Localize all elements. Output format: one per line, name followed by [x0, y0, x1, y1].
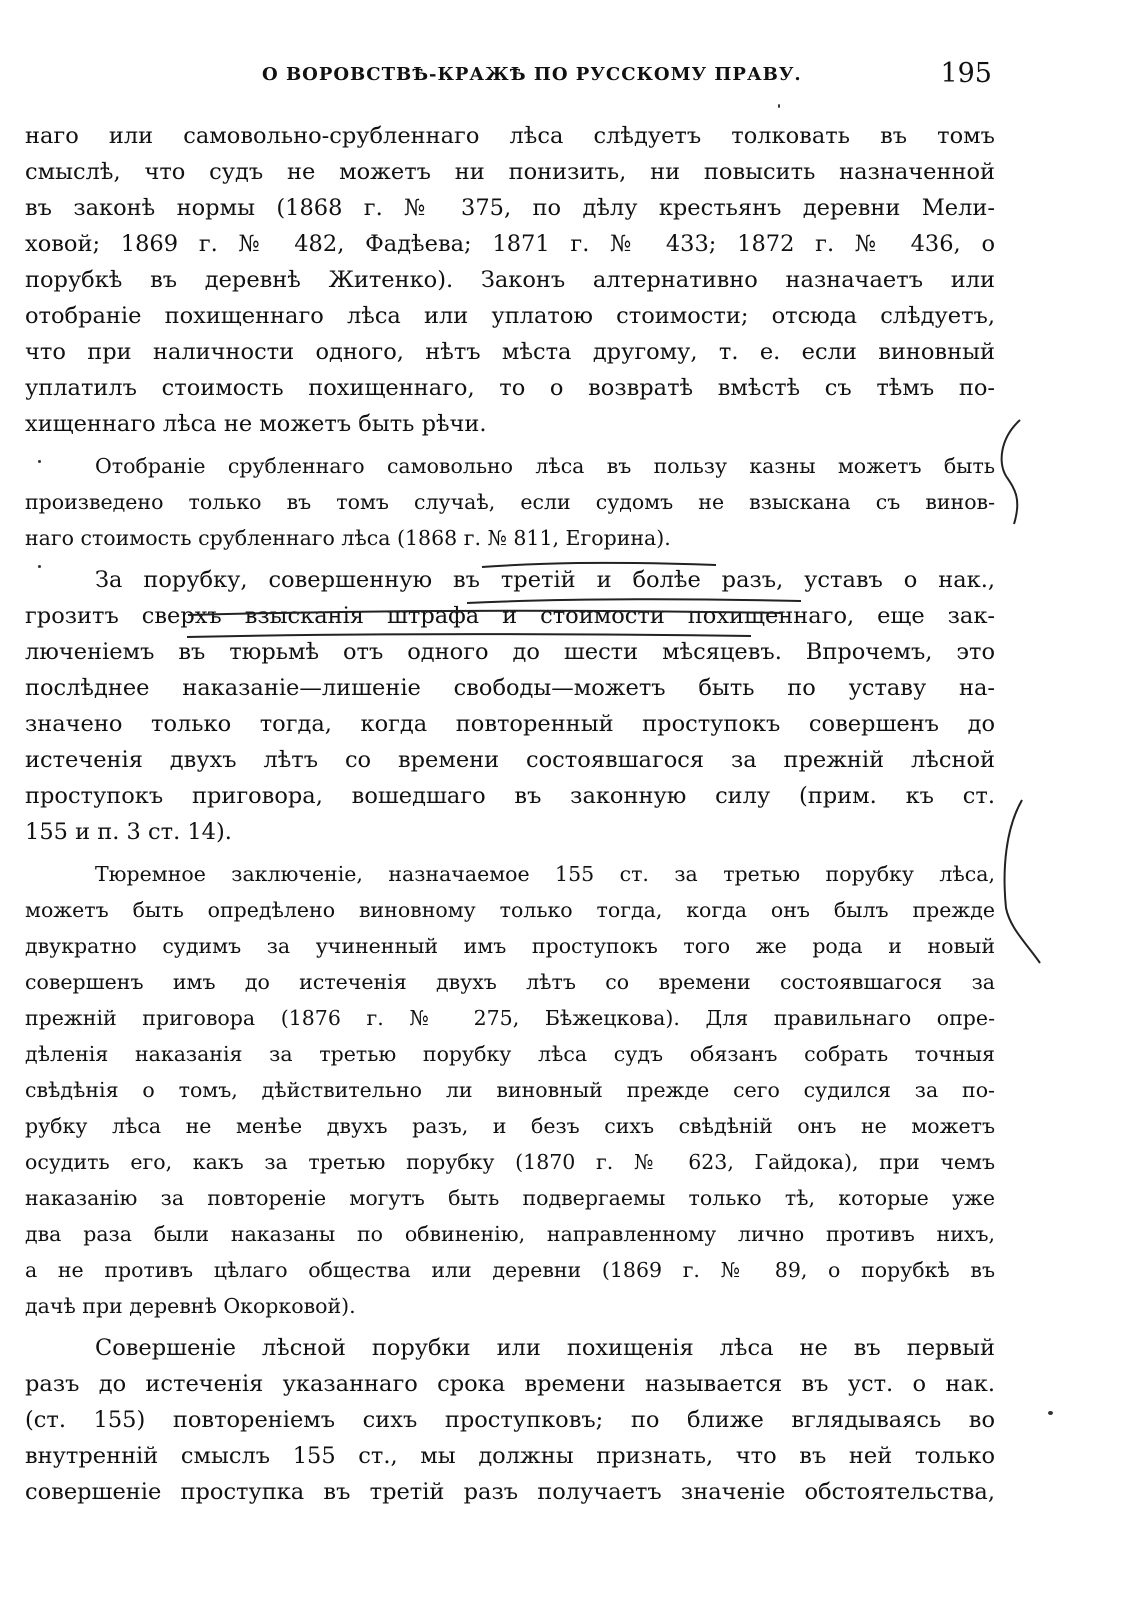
scan-speck [1048, 1411, 1053, 1415]
text-line: смыслѣ, что судъ не можетъ ни понизить, ни повысить назначенной [25, 159, 995, 185]
text-line: грозитъ сверхъ взысканія штрафа и стоимости похищеннаго, еще зак- [25, 603, 995, 629]
text-line: двукратно судимъ за учиненный имъ проступокъ того же рода и новый [25, 934, 995, 958]
paragraph-5 [25, 1330, 995, 1510]
text-line: рубку лѣса не менѣе двухъ разъ, и безъ сихъ свѣдѣній онъ не можетъ [25, 1114, 995, 1138]
text-line: а не противъ цѣлаго общества или деревни (1869 г. № 89, о порубкѣ въ [25, 1258, 995, 1282]
text-line: Тюремное заключеніе, назначаемое 155 ст. за третью порубку лѣса, [95, 862, 995, 886]
text-line: 155 и п. 3 ст. 14). [25, 819, 232, 845]
text-line: отобраніе похищеннаго лѣса или уплатою стоимости; отсюда слѣдуетъ, [25, 303, 995, 329]
paragraph-1 [25, 118, 995, 442]
margin-bracket [992, 418, 1032, 528]
paragraph-2 [25, 448, 995, 556]
body-text [25, 118, 995, 1510]
text-line: наказанію за повтореніе могутъ быть подвергаемы только тѣ, которые уже [25, 1186, 995, 1210]
text-line: послѣднее наказаніе—лишеніе свободы—можетъ быть по уставу на- [25, 675, 995, 701]
text-line: произведено только въ томъ случаѣ, если судомъ не взыскана съ винов- [25, 490, 995, 514]
text-line: дѣленія наказанія за третью порубку лѣса судъ обязанъ собрать точныя [25, 1042, 995, 1066]
text-line: разъ до истеченія указаннаго срока времени называется въ уст. о нак. [25, 1371, 995, 1397]
text-line: наго или самовольно-срубленнаго лѣса слѣдуетъ толковать въ томъ [25, 123, 995, 149]
text-line: два раза были наказаны по обвиненію, направленному лично противъ нихъ, [25, 1222, 995, 1246]
text-line: значено только тогда, когда повторенный проступокъ совершенъ до [25, 711, 995, 737]
page-header [0, 58, 1140, 98]
text-line: въ законѣ нормы (1868 г. № 375, по дѣлу крестьянъ деревни Мели- [25, 195, 995, 221]
paragraph-3 [25, 562, 995, 850]
scan-speck [778, 104, 780, 108]
text-line: осудить его, какъ за третью порубку (1870 г. № 623, Гайдока), при чемъ [25, 1150, 995, 1174]
text-line: дачѣ при деревнѣ Окорковой). [25, 1294, 356, 1318]
scan-speck [38, 565, 41, 568]
margin-bracket [996, 798, 1046, 968]
text-line: (ст. 155) повтореніемъ сихъ проступковъ; по ближе вглядываясь во [25, 1407, 995, 1433]
page-number: 195 [940, 58, 992, 89]
text-line: порубкѣ въ деревнѣ Житенко). Законъ алтернативно назначаетъ или [25, 267, 995, 293]
text-line: Отобраніе срубленнаго самовольно лѣса въ пользу казны можетъ быть [95, 454, 995, 478]
text-line: наго стоимость срубленнаго лѣса (1868 г. № 811, Егорина). [25, 526, 671, 550]
text-line: люченіемъ въ тюрьмѣ отъ одного до шести мѣсяцевъ. Впрочемъ, это [25, 639, 995, 665]
text-line: За порубку, совершенную въ третій и болѣе разъ, уставъ о нак., [95, 567, 995, 593]
text-line: уплатилъ стоимость похищеннаго, то о возвратѣ вмѣстѣ съ тѣмъ по- [25, 375, 995, 401]
text-line: прежній приговора (1876 г. № 275, Бѣжецкова). Для правильнаго опре- [25, 1006, 995, 1030]
text-line: совершенъ имъ до истеченія двухъ лѣтъ со времени состоявшагося за [25, 970, 995, 994]
text-line: истеченія двухъ лѣтъ со времени состоявшагося за прежній лѣсной [25, 747, 995, 773]
text-line: проступокъ приговора, вошедшаго въ законную силу (прим. къ ст. [25, 783, 995, 809]
text-line: что при наличности одного, нѣтъ мѣста другому, т. е. если виновный [25, 339, 995, 365]
text-line: Совершеніе лѣсной порубки или похищенія лѣса не въ первый [95, 1335, 995, 1361]
text-line: совершеніе проступка въ третій разъ получаетъ значеніе обстоятельства, [25, 1479, 995, 1505]
text-line: ховой; 1869 г. № 482, Фадѣева; 1871 г. № 433; 1872 г. № 436, о [25, 231, 995, 257]
paragraph-4 [25, 856, 995, 1324]
text-line: можетъ быть опредѣлено виновному только тогда, когда онъ былъ прежде [25, 898, 995, 922]
text-line: хищеннаго лѣса не можетъ быть рѣчи. [25, 411, 487, 437]
text-line: внутренній смыслъ 155 ст., мы должны признать, что въ ней только [25, 1443, 995, 1469]
scan-speck [38, 460, 41, 463]
running-title: О ВОРОВСТВѢ-КРАЖѢ ПО РУССКОМУ ПРАВУ. [262, 64, 802, 85]
text-line: свѣдѣнія о томъ, дѣйствительно ли виновный прежде сего судился за по- [25, 1078, 995, 1102]
